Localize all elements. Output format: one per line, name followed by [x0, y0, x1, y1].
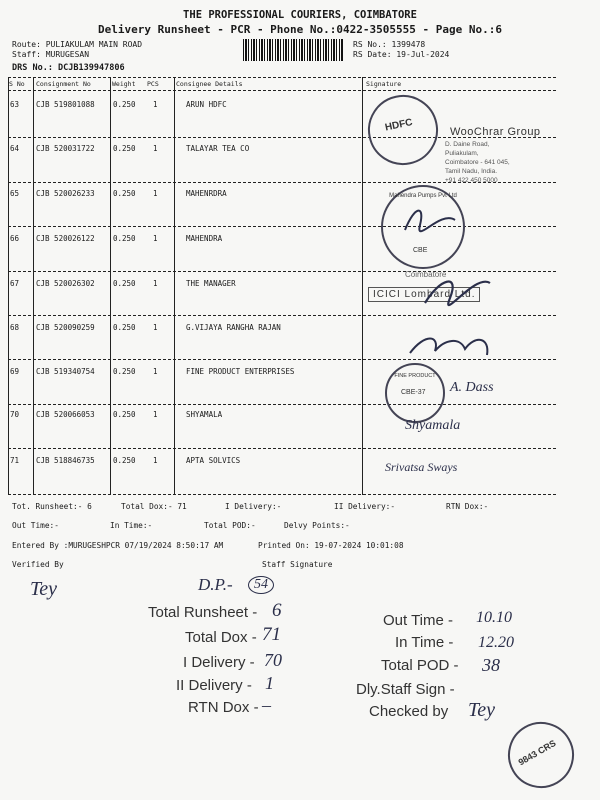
row-consignee: ARUN HDFC	[186, 100, 227, 109]
row-rule	[8, 448, 556, 449]
table-bottom-rule	[8, 494, 556, 495]
summary-right-label: Dly.Staff Sign -	[356, 681, 455, 698]
woodchrat-stamp-address	[445, 140, 510, 185]
staff-label: Staff: MURUGESAN	[12, 50, 90, 59]
table-vline	[110, 77, 111, 495]
summary-left-label: Total Runsheet -	[148, 604, 258, 621]
i-delivery: I Delivery:-	[225, 502, 282, 511]
row70-signature: Shyamala	[405, 418, 461, 433]
col-weight: Weight	[112, 80, 136, 88]
dp-label: D.P.-	[198, 575, 233, 594]
row-weight: 0.250	[113, 323, 136, 332]
row-sno: 63	[10, 100, 20, 109]
verified-by: Verified By	[12, 560, 64, 569]
row-consignee: FINE PRODUCT ENTERPRISES	[186, 367, 295, 376]
summary-right-label: In Time -	[395, 634, 454, 651]
address-line: +91 422 450 5000	[445, 177, 498, 184]
row-weight: 0.250	[113, 367, 136, 376]
row-pcs: 1	[153, 323, 158, 332]
row-sno: 65	[10, 189, 20, 198]
coimbatore-stamp-text: Coimbatore	[405, 270, 447, 279]
row-sno: 69	[10, 367, 20, 376]
drs-number: DRS No.: DCJB139947806	[12, 63, 125, 73]
col-consignee: Consignee Details	[176, 80, 243, 88]
row-consignment: CJB 520026233	[36, 189, 95, 198]
summary-right-value: Tey	[468, 699, 496, 721]
table-vline	[174, 77, 175, 495]
row-sno: 66	[10, 234, 20, 243]
row-consignee: MAHENDRA	[186, 234, 223, 243]
table-vline	[33, 77, 34, 495]
row-consignment: CJB 520026122	[36, 234, 95, 243]
total-dox: Total Dox:- 71	[121, 502, 187, 511]
row-weight: 0.250	[113, 234, 136, 243]
row-pcs: 1	[153, 144, 158, 153]
summary-left-label: I Delivery -	[183, 654, 255, 671]
fine-product-stamp	[385, 363, 445, 423]
summary-left-value: 6	[272, 600, 282, 621]
row-consignment: CJB 520031722	[36, 144, 95, 153]
icici-stamp: ICICI Lombard Ltd.	[368, 287, 480, 302]
row-weight: 0.250	[113, 410, 136, 419]
route-label: Route: PULIAKULAM MAIN ROAD	[12, 40, 143, 49]
in-time: In Time:-	[110, 521, 153, 530]
row-weight: 0.250	[113, 456, 136, 465]
row68-signature	[405, 325, 495, 365]
row-weight: 0.250	[113, 189, 136, 198]
row-pcs: 1	[153, 100, 158, 109]
table-top-rule	[8, 77, 556, 78]
row-consignee: APTA SOLVICS	[186, 456, 241, 465]
row-sno: 64	[10, 144, 20, 153]
icici-signature	[420, 268, 495, 318]
row-rule	[8, 226, 556, 227]
address-line: D. Daine Road,	[445, 141, 490, 148]
row-pcs: 1	[153, 367, 158, 376]
out-time: Out Time:-	[12, 521, 59, 530]
row-consignment: CJB 520090259	[36, 323, 95, 332]
col-signature: Signature	[366, 80, 402, 88]
row-consignment: CJB 519801088	[36, 100, 95, 109]
address-line: Tamil Nadu, India.	[445, 168, 498, 175]
summary-left-label: RTN Dox -	[188, 699, 259, 716]
row-sno: 71	[10, 456, 20, 465]
summary-right-label: Checked by	[369, 703, 449, 720]
col-consignment: Consignment No	[36, 80, 91, 88]
table-vline	[362, 77, 363, 495]
rs-number: RS No.: 1399478	[353, 40, 426, 49]
entered-by: Entered By :MURUGESHPCR 07/19/2024 8:50:17 AM	[12, 541, 224, 550]
rtn-dox: RTN Dox:-	[446, 502, 489, 511]
summary-right-value: 12.20	[478, 634, 514, 651]
runsheet-title: Delivery Runsheet - PCR - Phone No.:0422-3505555 - Page No.:6	[98, 23, 502, 36]
summary-left-value: 70	[264, 650, 282, 670]
summary-left-value: 1	[265, 673, 274, 693]
row-pcs: 1	[153, 234, 158, 243]
ii-delivery: II Delivery:-	[334, 502, 396, 511]
row-consignment: CJB 520026302	[36, 279, 95, 288]
row-sno: 68	[10, 323, 20, 332]
row-consignee: THE MANAGER	[186, 279, 236, 288]
woodchrat-stamp-title: WooChrar Group	[450, 126, 541, 138]
summary-left-value: –	[262, 695, 271, 715]
mahendra-stamp-city: CBE	[413, 247, 428, 254]
fine-product-stamp-text: FINE PRODUCT	[394, 373, 436, 379]
row-consignee: SHYAMALA	[186, 410, 223, 419]
address-line: Puliakulam,	[445, 150, 479, 157]
hdfc-stamp-text: HDFC	[384, 116, 414, 134]
summary-right-label: Out Time -	[383, 612, 454, 629]
table-vline	[8, 77, 9, 495]
row-consignment: CJB 520066053	[36, 410, 95, 419]
summary-left-label: Total Dox -	[185, 629, 257, 646]
row-consignment: CJB 519340754	[36, 367, 95, 376]
col-pcs: PCS	[147, 80, 159, 88]
summary-right-value: 10.10	[476, 609, 512, 626]
barcode-image	[243, 39, 343, 61]
summary-left-value: 71	[262, 624, 281, 645]
hdfc-stamp	[361, 88, 444, 171]
row-consignee: G.VIJAYA RANGHA RAJAN	[186, 323, 281, 332]
row-consignee: TALAYAR TEA CO	[186, 144, 250, 153]
col-sno: S No	[9, 80, 25, 88]
mahendra-signature	[400, 200, 460, 240]
fine-product-stamp-code: CBE-37	[401, 389, 426, 396]
company-title: THE PROFESSIONAL COURIERS, COIMBATORE	[183, 9, 417, 21]
row-pcs: 1	[153, 189, 158, 198]
mahendra-stamp-text: Mahendra Pumps Pvt Ltd	[389, 193, 457, 199]
address-line: Coimbatore - 641 045,	[445, 159, 510, 166]
dp-value: 54	[248, 576, 274, 594]
summary-right-value: 38	[482, 655, 500, 675]
row-sno: 70	[10, 410, 20, 419]
total-pod: Total POD:-	[204, 521, 256, 530]
corner-stamp-text: 9843 CRS	[516, 737, 558, 768]
row-sno: 67	[10, 279, 20, 288]
staff-signature: Staff Signature	[262, 560, 333, 569]
row-weight: 0.250	[113, 279, 136, 288]
summary-right-label: Total POD -	[381, 657, 459, 674]
delvy-points: Delvy Points:-	[284, 521, 350, 530]
printed-on: Printed On: 19-07-2024 10:01:08	[258, 541, 404, 550]
row-consignee: MAHENRDRA	[186, 189, 227, 198]
row-weight: 0.250	[113, 100, 136, 109]
row-pcs: 1	[153, 410, 158, 419]
row-weight: 0.250	[113, 144, 136, 153]
row-rule	[8, 404, 556, 405]
row-consignment: CJB 518846735	[36, 456, 95, 465]
row71-signature: Srivatsa Sways	[385, 460, 458, 474]
row-pcs: 1	[153, 279, 158, 288]
rs-date: RS Date: 19-Jul-2024	[353, 50, 450, 59]
row69-signature: A. Dass	[450, 380, 494, 395]
row-pcs: 1	[153, 456, 158, 465]
verified-signature: Tey	[30, 578, 58, 600]
summary-left-label: II Delivery -	[176, 677, 252, 694]
corner-stamp	[496, 710, 586, 800]
total-runsheet: Tot. Runsheet:- 6	[12, 502, 92, 511]
header-rule	[8, 90, 556, 91]
